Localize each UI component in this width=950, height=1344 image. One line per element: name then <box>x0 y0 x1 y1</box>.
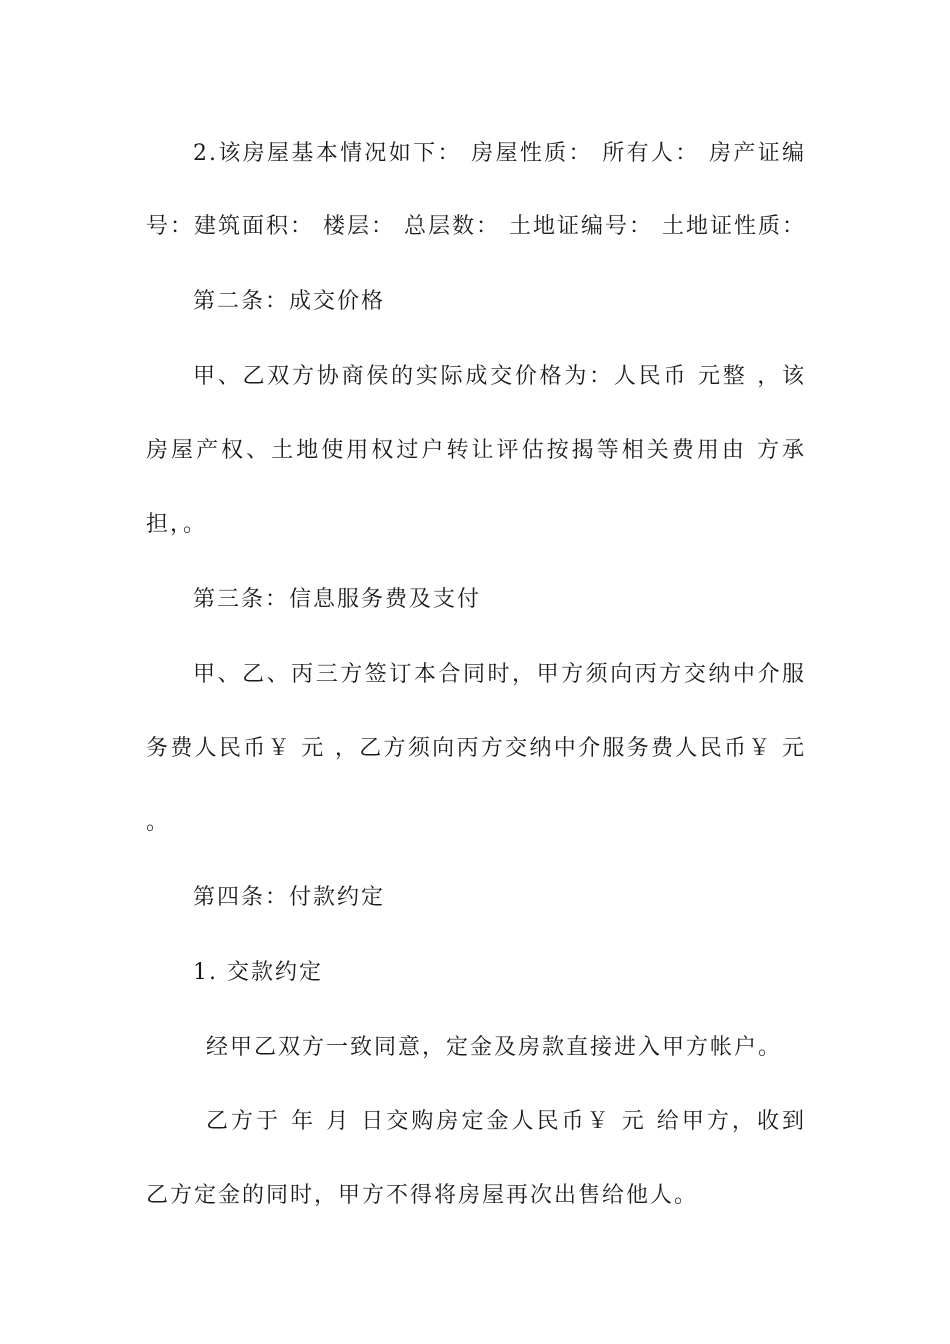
paragraph-line-deposit-date: 乙方于 年 月 日交购房定金人民币￥ 元 给甲方，收到 <box>206 1109 806 1134</box>
paragraph-line-service-fee: 甲、乙、丙三方签订本合同时，甲方须向丙方交纳中介服 <box>193 662 806 687</box>
subheading-deposit: 1. 交款约定 <box>193 960 323 985</box>
paragraph-line-account: 经甲乙双方一致同意，定金及房款直接进入甲方帐户。 <box>206 1035 783 1060</box>
paragraph-line-basic-info: 2.该房屋基本情况如下： 房屋性质： 所有人： 房产证编 <box>193 141 806 166</box>
section-heading-service-fee: 第三条：信息服务费及支付 <box>193 587 482 612</box>
section-heading-price: 第二条：成交价格 <box>193 289 386 314</box>
paragraph-line-deposit-end: 乙方定金的同时，甲方不得将房屋再次出售给他人。 <box>146 1183 699 1208</box>
paragraph-line-service-fee-cont: 务费人民币￥ 元 ，乙方须向丙方交纳中介服务费人民币￥ 元 <box>146 736 806 761</box>
paragraph-line-price-end: 担，。 <box>146 512 208 537</box>
paragraph-line-price-cont: 房屋产权、土地使用权过户转让评估按揭等相关费用由 方承 <box>146 438 806 463</box>
paragraph-line-service-fee-end: 。 <box>146 810 171 835</box>
paragraph-line-price: 甲、乙双方协商侯的实际成交价格为：人民币 元整 ，该 <box>193 364 806 389</box>
paragraph-line-basic-info-cont: 号：建筑面积： 楼层： 总层数： 土地证编号： 土地证性质： <box>146 214 806 239</box>
section-heading-payment: 第四条：付款约定 <box>193 885 386 910</box>
